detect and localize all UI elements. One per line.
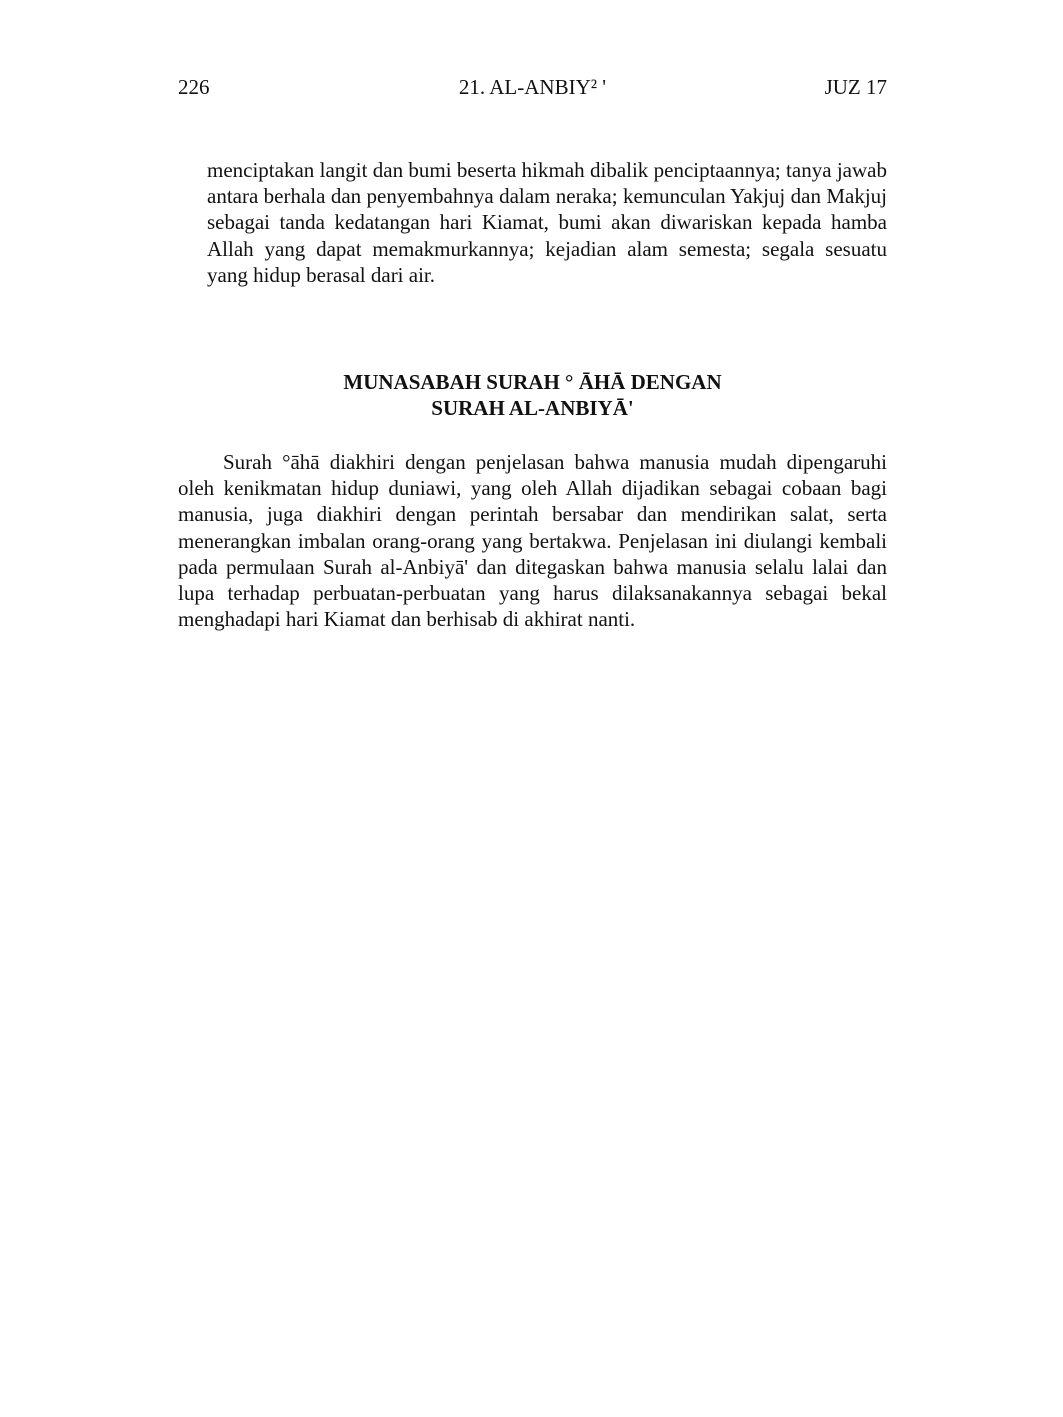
section-heading bbox=[178, 369, 887, 421]
chapter-title: 21. AL-ANBIY² ' bbox=[458, 75, 607, 99]
section-heading-line-1: MUNASABAH SURAH ° ĀHĀ DENGAN bbox=[343, 370, 722, 394]
intro-paragraph: menciptakan langit dan bumi beserta hikmah dibalik penciptaannya; tanya jawab antara berhala dan penyembahnya dalam neraka; kemunculan Yakjuj dan Makjuj sebagai tanda kedatangan hari Kiamat, bumi akan diwariskan kepada hamba Allah yang dapat memakmurkannya; kejadian alam semesta; segala sesuatu yang hidup berasal dari air. bbox=[207, 158, 887, 287]
section-paragraph: Surah °āhā diakhiri dengan penjelasan bahwa manusia mudah dipengaruhi oleh kenikmatan hidup duniawi, yang oleh Allah dijadikan sebagai cobaan bagi manusia, juga diakhiri dengan perintah bersabar dan mendirikan salat, serta menerangkan imbalan orang-orang yang bertakwa. Penjelasan ini diulangi kembali pada permulaan Surah al-Anbiyā' dan ditegaskan bahwa manusia selalu lalai dan lupa terhadap perbuatan-perbuatan yang harus dilaksanakannya sebagai bekal menghadapi hari Kiamat dan berhisab di akhirat nanti. bbox=[178, 450, 887, 632]
section-heading-line-2: SURAH AL-ANBIYĀ' bbox=[431, 396, 634, 420]
juz-label: JUZ 17 bbox=[824, 75, 887, 99]
page-number: 226 bbox=[178, 75, 210, 99]
running-header bbox=[178, 72, 887, 102]
